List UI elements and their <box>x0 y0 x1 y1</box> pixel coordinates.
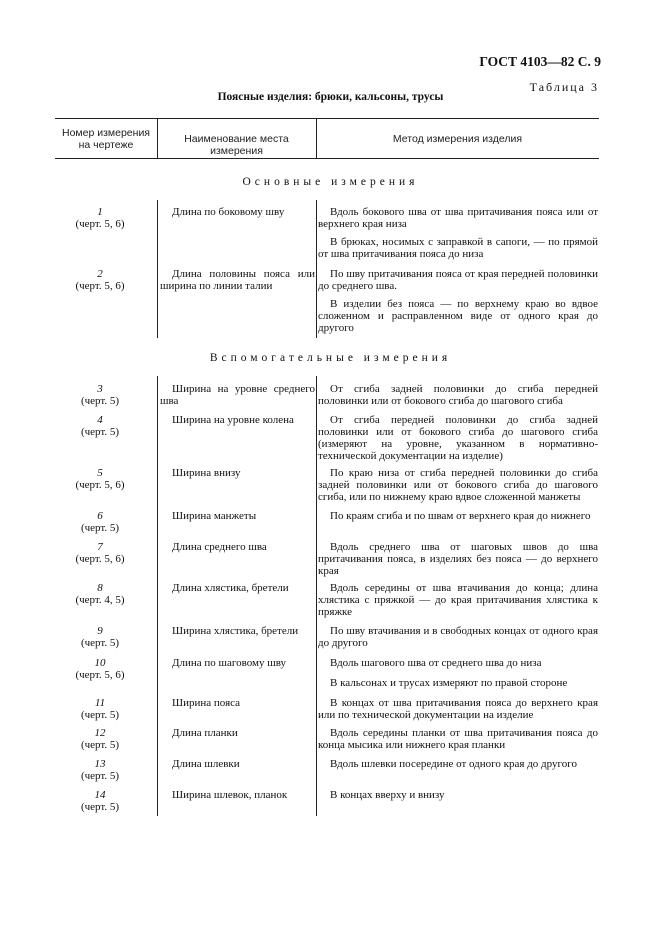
measurement-method: В кальсонах и трусах измеряют по правой стороне <box>330 677 568 689</box>
row-number-cell <box>55 541 145 565</box>
row-number-cell <box>55 268 145 292</box>
drawing-reference: (черт. 5, 6) <box>75 280 125 292</box>
row-number-cell <box>55 383 145 407</box>
drawing-reference: (черт. 4, 5) <box>75 594 125 606</box>
measurement-method: От сгиба задней половинки до сгиба передней половинки или от бокового сгиба до шагового сгиба <box>318 383 598 407</box>
drawing-reference: (черт. 5) <box>80 395 120 407</box>
drawing-reference: (черт. 5, 6) <box>75 218 125 230</box>
row-number-cell <box>55 758 145 782</box>
column-divider <box>316 200 317 338</box>
row-number-cell <box>55 510 145 534</box>
measurement-number: 3 <box>97 383 103 395</box>
drawing-reference: (черт. 5) <box>80 522 120 534</box>
measurement-number: 2 <box>97 268 103 280</box>
measurement-name: Длина половины пояса или ширина по линии талии <box>160 268 315 292</box>
measurement-name: Ширина шлевок, планок <box>172 789 288 801</box>
drawing-reference: (черт. 5, 6) <box>75 553 125 565</box>
drawing-reference: (черт. 5, 6) <box>75 669 125 681</box>
measurement-name: Ширина хлястика, бретели <box>172 625 299 637</box>
measurement-name: Длина планки <box>172 727 238 739</box>
drawing-reference: (черт. 5) <box>80 637 120 649</box>
row-number-cell <box>55 467 145 491</box>
measurement-number: 1 <box>97 206 103 218</box>
row-number-cell <box>55 582 145 606</box>
column-header-method: Метод измерения изделия <box>392 133 523 145</box>
table-label: Таблица 3 <box>529 80 599 94</box>
measurement-method: По шву втачивания и в свободных концах от одного края до другого <box>318 625 598 649</box>
measurement-number: 8 <box>97 582 103 594</box>
measurement-number: 9 <box>97 625 103 637</box>
measurement-number: 13 <box>94 758 106 770</box>
measurement-method: По краю низа от сгиба передней половинки до сгиба задней половинки или от бокового сгиба до шагового сгиба, или по нижнему краю вдвое сложенной манжеты <box>318 467 598 503</box>
row-number-cell <box>55 625 145 649</box>
row-number-cell <box>55 414 145 438</box>
drawing-reference: (черт. 5) <box>80 770 120 782</box>
measurement-number: 6 <box>97 510 103 522</box>
row-number-cell <box>55 697 145 721</box>
table-header-rule <box>55 158 599 159</box>
measurement-name: Длина среднего шва <box>172 541 267 553</box>
measurement-method: Вдоль бокового шва от шва притачивания пояса или от верхнего края низа <box>318 206 598 230</box>
measurement-method: Вдоль середины планки от шва притачивания пояса до конца мысика или нижнего края планки <box>318 727 598 751</box>
column-divider <box>316 376 317 816</box>
measurement-name: Ширина на уровне среднего шва <box>160 383 315 407</box>
measurement-number: 10 <box>94 657 106 669</box>
measurement-method: В концах от шва притачивания пояса до верхнего края или по технической документации на изделие <box>318 697 598 721</box>
row-number-cell <box>55 206 145 230</box>
measurement-name: Длина по шаговому шву <box>172 657 287 669</box>
row-number-cell <box>55 789 145 813</box>
measurement-method: В концах вверху и внизу <box>330 789 445 801</box>
column-header-number: Номер измерения на чертеже <box>61 127 150 151</box>
row-number-cell <box>55 657 145 681</box>
measurement-method: Вдоль середины от шва втачивания до конца; длина хлястика с пряжкой — до края притачивания хлястика к пряжке <box>318 582 598 618</box>
column-divider <box>157 376 158 816</box>
drawing-reference: (черт. 5) <box>80 801 120 813</box>
measurement-name: Длина хлястика, бретели <box>172 582 289 594</box>
measurement-method: Вдоль шагового шва от среднего шва до низа <box>330 657 542 669</box>
measurement-name: Ширина манжеты <box>172 510 257 522</box>
measurement-method: От сгиба передней половинки до сгиба задней половинки или от бокового сгиба до шагового сгиба (измеряют на уровне, указанном в нормативно-технической документации на изделие) <box>318 414 598 462</box>
section-aux-title: Вспомогательные измерения <box>209 352 452 364</box>
measurement-number: 12 <box>94 727 106 739</box>
standard-header: ГОСТ 4103—82 С. 9 <box>479 54 601 69</box>
measurement-number: 11 <box>94 697 106 709</box>
row-number-cell <box>55 727 145 751</box>
measurement-method: Вдоль шлевки посередине от одного края до другого <box>330 758 577 770</box>
column-header-name: Наименование места измерения <box>184 133 289 157</box>
drawing-reference: (черт. 5, 6) <box>75 479 125 491</box>
table-title: Поясные изделия: брюки, кальсоны, трусы <box>217 91 444 103</box>
measurement-name: Ширина внизу <box>172 467 241 479</box>
measurement-name: Длина по боковому шву <box>172 206 285 218</box>
measurement-number: 14 <box>94 789 106 801</box>
drawing-reference: (черт. 5) <box>80 709 120 721</box>
section-main-title: Основные измерения <box>242 176 419 188</box>
measurement-number: 7 <box>97 541 103 553</box>
measurement-name: Ширина на уровне колена <box>172 414 294 426</box>
measurement-name: Ширина пояса <box>172 697 241 709</box>
measurement-method: Вдоль среднего шва от шаговых швов до шва притачивания пояса, в изделиях без пояса — до верхнего края <box>318 541 598 577</box>
table-top-rule <box>55 118 599 119</box>
column-divider <box>157 200 158 338</box>
drawing-reference: (черт. 5) <box>80 426 120 438</box>
measurement-number: 4 <box>97 414 103 426</box>
measurement-method: В брюках, носимых с заправкой в сапоги, — по прямой от шва притачивания пояса до низа <box>318 236 598 260</box>
measurement-method: В изделии без пояса — по верхнему краю во вдвое сложенном и расправленном виде от одного края до другого <box>318 298 598 334</box>
measurement-method: По шву притачивания пояса от края передней половинки до среднего шва. <box>318 268 598 292</box>
measurement-number: 5 <box>97 467 103 479</box>
measurement-method: По краям сгиба и по швам от верхнего края до нижнего <box>330 510 591 522</box>
drawing-reference: (черт. 5) <box>80 739 120 751</box>
measurement-name: Длина шлевки <box>172 758 240 770</box>
